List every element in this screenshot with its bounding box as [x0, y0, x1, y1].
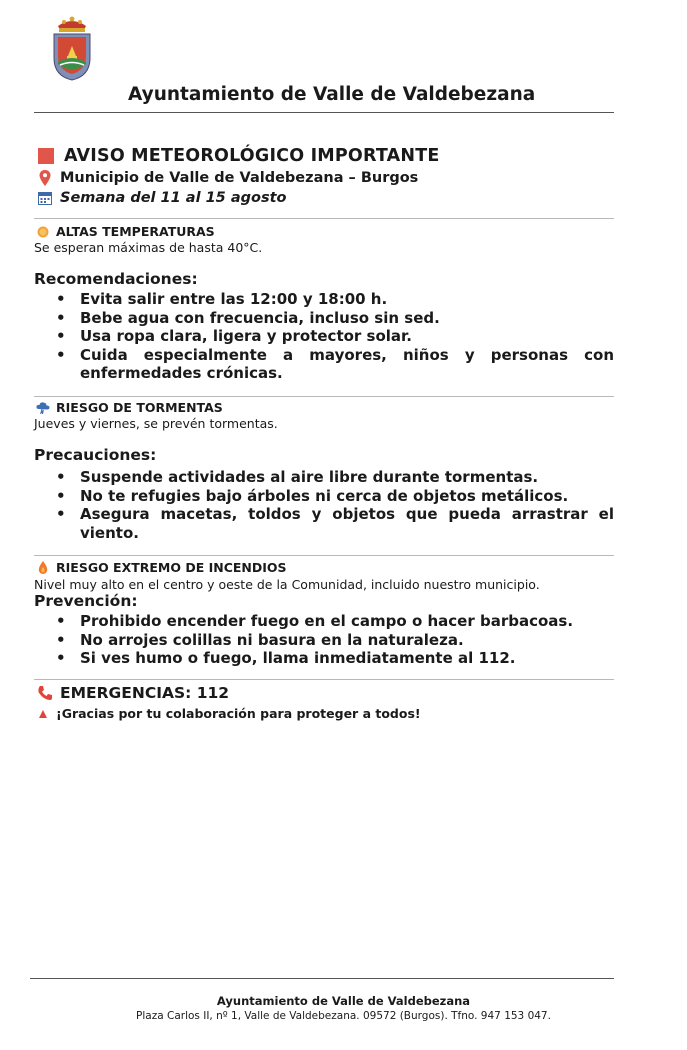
heat-description: Se esperan máximas de hasta 40°C.	[34, 240, 263, 255]
fire-description: Nivel muy alto en el centro y oeste de la Comunidad, incluido nuestro municipio.	[34, 577, 540, 592]
header-divider	[34, 112, 614, 113]
heat-section-title: ALTAS TEMPERATURAS	[36, 224, 215, 239]
list-item: • No te refugies bajo árboles ni cerca de objetos metálicos.	[56, 487, 614, 506]
list-item: • Suspende actividades al aire libre durante tormentas.	[56, 468, 614, 487]
thanks-text: ¡Gracias por tu colaboración para proteger a todos!	[56, 706, 421, 721]
fire-icon	[36, 561, 50, 574]
fire-prevention-list	[56, 612, 614, 668]
emergency-row	[36, 684, 229, 702]
fire-section-title: RIESGO EXTREMO DE INCENDIOS	[36, 560, 287, 575]
storm-precautions-list	[56, 468, 614, 542]
sun-icon	[36, 226, 50, 238]
section-divider	[34, 555, 614, 556]
storm-description: Jueves y viernes, se prevén tormentas.	[34, 416, 278, 431]
phone-icon	[36, 685, 54, 701]
footer-address: Plaza Carlos II, nº 1, Valle de Valdebezana. 09572 (Burgos). Tfno. 947 153 047.	[136, 1010, 551, 1022]
list-item: • Bebe agua con frecuencia, incluso sin sed.	[56, 309, 614, 328]
header-title: Ayuntamiento de Valle de Valdebezana	[128, 84, 536, 105]
heat-recommendations-list	[56, 290, 614, 383]
red-square-icon	[38, 148, 54, 164]
notice-title: AVISO METEOROLÓGICO IMPORTANTE	[64, 146, 440, 166]
location-text: Municipio de Valle de Valdebezana – Burgos	[60, 170, 419, 186]
municipal-crest-icon	[50, 12, 94, 82]
notice-title-row	[38, 146, 440, 166]
heat-subheading: Recomendaciones:	[34, 270, 198, 288]
list-item: • Si ves humo o fuego, llama inmediatamente al 112.	[56, 649, 614, 668]
footer-divider	[30, 978, 614, 979]
location-row	[36, 170, 418, 186]
storm-section-title: RIESGO DE TORMENTAS	[36, 400, 223, 415]
week-row	[36, 190, 286, 206]
section-divider	[34, 679, 614, 680]
storm-cloud-icon	[36, 402, 50, 414]
emergency-label: EMERGENCIAS: 112	[60, 684, 230, 702]
list-item: • Asegura macetas, toldos y objetos que pueda arrastrar el viento.	[56, 505, 614, 542]
storm-subheading: Precauciones:	[34, 446, 157, 464]
warning-triangle-icon	[38, 710, 48, 718]
fire-subheading: Prevención:	[34, 592, 138, 610]
list-item: • No arrojes colillas ni basura en la naturaleza.	[56, 631, 614, 650]
list-item: • Usa ropa clara, ligera y protector solar.	[56, 327, 614, 346]
location-pin-icon	[36, 170, 54, 186]
list-item: • Cuida especialmente a mayores, niños y personas con enfermedades crónicas.	[56, 346, 614, 383]
section-divider	[34, 218, 614, 219]
section-divider	[34, 396, 614, 397]
week-text: Semana del 11 al 15 agosto	[60, 190, 287, 206]
calendar-icon	[36, 191, 54, 205]
footer-name: Ayuntamiento de Valle de Valdebezana	[216, 994, 471, 1008]
list-item: • Evita salir entre las 12:00 y 18:00 h.	[56, 290, 614, 309]
thanks-row	[38, 706, 421, 721]
list-item: • Prohibido encender fuego en el campo o hacer barbacoas.	[56, 612, 614, 631]
